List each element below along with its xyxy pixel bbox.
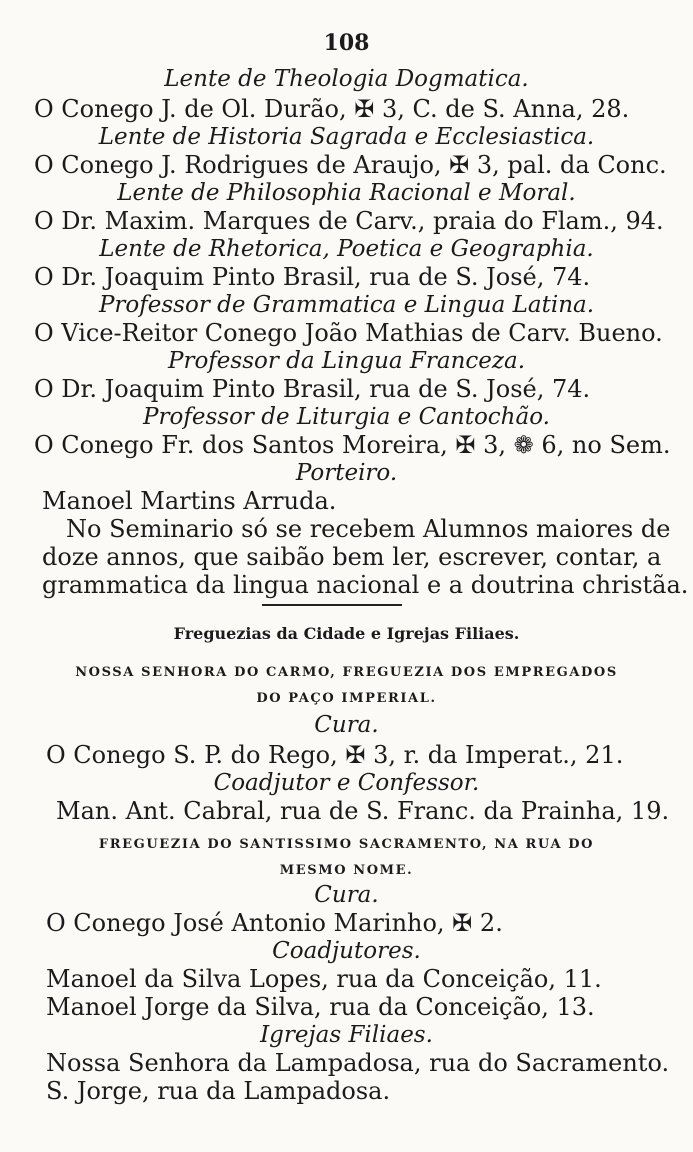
parish-title: FREGUEZIA DO SANTISSIMO SACRAMENTO, NA RUA DO: [98, 837, 595, 852]
filial-line: Nossa Senhora da Lampadosa, rua do Sacramento.: [46, 1049, 670, 1077]
coadjutor-line: Man. Ant. Cabral, rua de S. Franc. da Prainha, 19.: [56, 797, 670, 825]
note-line: doze annos, que saibão bem ler, escrever, contar, a: [42, 543, 662, 571]
parish-title: DO PAÇO IMPERIAL.: [256, 691, 437, 706]
note-line: No Seminario só se recebem Alumnos maiores de: [66, 515, 671, 543]
note-line: grammatica da lingua nacional e a doutrina christãa.: [42, 571, 689, 599]
coadjutores-label: Coadjutores.: [272, 938, 421, 964]
role-heading: Lente de Rhetorica, Poetica e Geographia.: [99, 236, 594, 262]
entry-line: O Conego Fr. dos Santos Moreira, ✠ 3, ❁ 6, no Sem.: [34, 431, 671, 459]
parish-title: NOSSA SENHORA DO CARMO, FREGUEZIA DOS EMPREGADOS: [75, 665, 618, 680]
parish-title: MESMO NOME.: [279, 863, 414, 878]
entry-line: O Dr. Joaquim Pinto Brasil, rua de S. José, 74.: [34, 375, 591, 403]
filiaes-label: Igrejas Filiaes.: [260, 1022, 433, 1048]
coadjutor-label: Coadjutor e Confessor.: [213, 770, 480, 796]
entry-line: O Vice-Reitor Conego João Mathias de Carv. Bueno.: [34, 319, 663, 347]
role-heading: Professor de Liturgia e Cantochão.: [143, 404, 550, 430]
role-heading: Lente de Historia Sagrada e Ecclesiastica.: [98, 124, 595, 150]
section-title: Freguezias da Cidade e Igrejas Filiaes.: [173, 624, 520, 643]
cura-line: O Conego José Antonio Marinho, ✠ 2.: [46, 909, 503, 937]
entry-line: O Conego J. Rodrigues de Araujo, ✠ 3, pal. da Conc.: [34, 151, 667, 179]
cura-label: Cura.: [314, 712, 379, 738]
role-heading: Porteiro.: [295, 460, 398, 486]
entry-line: O Dr. Joaquim Pinto Brasil, rua de S. José, 74.: [34, 263, 591, 291]
page-number: 108: [323, 30, 370, 56]
section-divider: [262, 604, 402, 606]
role-heading: Professor de Grammatica e Lingua Latina.: [98, 292, 595, 318]
role-heading: Lente de Theologia Dogmatica.: [164, 66, 529, 92]
entry-line: O Dr. Maxim. Marques de Carv., praia do Flam., 94.: [34, 207, 664, 235]
coadjutor-line: Manoel Jorge da Silva, rua da Conceição, 13.: [46, 993, 595, 1021]
entry-line: Manoel Martins Arruda.: [42, 487, 337, 515]
cura-line: O Conego S. P. do Rego, ✠ 3, r. da Imperat., 21.: [46, 741, 624, 769]
coadjutor-line: Manoel da Silva Lopes, rua da Conceição, 11.: [46, 965, 602, 993]
role-heading: Lente de Philosophia Racional e Moral.: [117, 180, 576, 206]
entry-line: O Conego J. de Ol. Durão, ✠ 3, C. de S. Anna, 28.: [34, 95, 630, 123]
filial-line: S. Jorge, rua da Lampadosa.: [46, 1077, 391, 1105]
role-heading: Professor da Lingua Franceza.: [167, 348, 526, 374]
cura-label: Cura.: [314, 882, 379, 908]
